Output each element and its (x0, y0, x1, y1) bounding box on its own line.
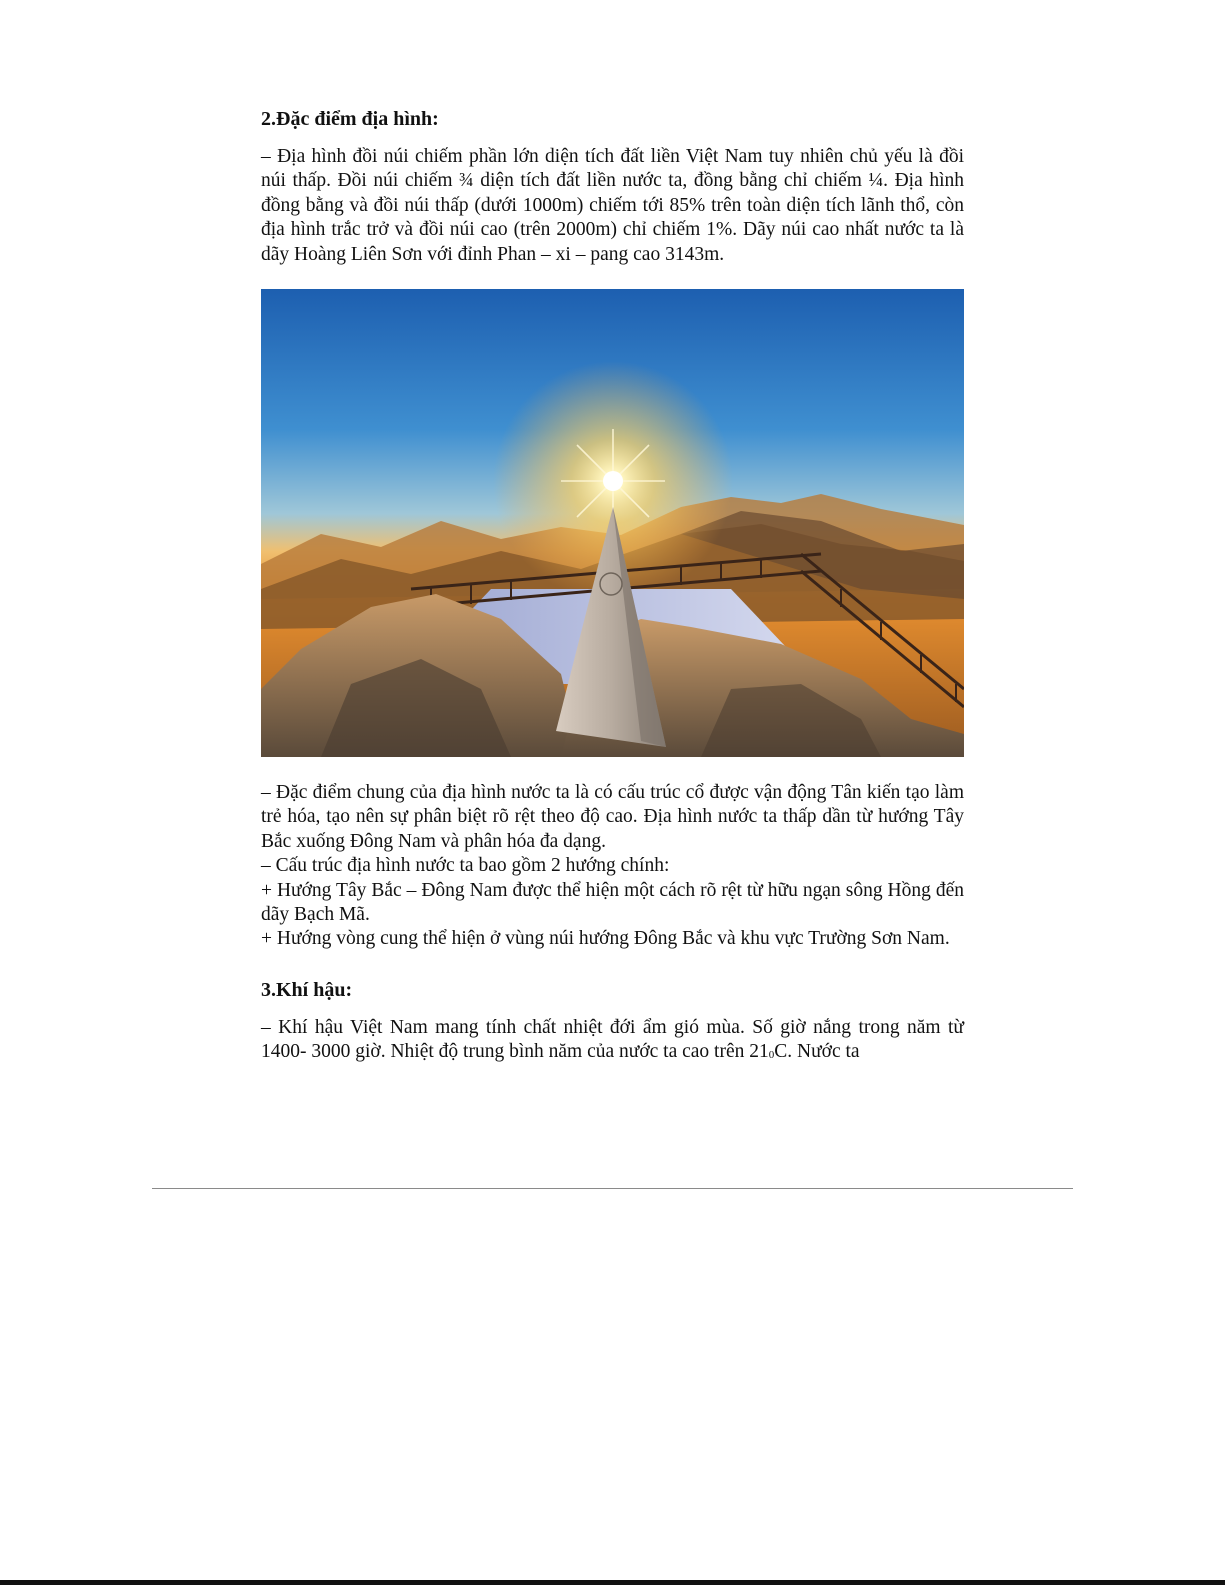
climate-paragraph-1: – Khí hậu Việt Nam mang tính chất nhiệt đới ẩm gió mùa. Số giờ nắng trong năm từ 1400- 3000 giờ. Nhiệt độ trung bình năm của nước ta cao trên $21_0C$. Nước ta (261, 1016, 964, 1063)
document-content (261, 105, 964, 1068)
section-heading-terrain: 2.Đặc điểm địa hình: (261, 108, 439, 130)
terrain-paragraph-2: – Đặc điểm chung của địa hình nước ta là có cấu trúc cổ được vận động Tân kiến tạo làm trẻ hóa, tạo nên sự phân biệt rõ rệt theo độ cao. Địa hình nước ta thấp dần từ hướng Tây Bắc xuống Đông Nam và phân hóa đa dạng. (261, 782, 964, 852)
terrain-paragraph-5: + Hướng vòng cung thể hiện ở vùng núi hướng Đông Bắc và khu vực Trường Sơn Nam. (261, 928, 950, 950)
bottom-border (0, 1580, 1225, 1585)
page-divider (152, 1188, 1073, 1189)
fansipan-summit-photo (261, 289, 964, 757)
terrain-paragraph-4: + Hướng Tây Bắc – Đông Nam được thể hiện một cách rõ rệt từ hữu ngạn sông Hồng đến dãy Bạch Mã. (261, 879, 964, 926)
terrain-paragraph-1: – Địa hình đồi núi chiếm phần lớn diện tích đất liền Việt Nam tuy nhiên chủ yếu là đồi núi thấp. Đồi núi chiếm ¾ diện tích đất liền nước ta, đồng bằng chỉ chiếm ¼. Địa hình đồng bằng và đồi núi thấp (dưới 1000m) chiếm tới 85% trên toàn diện tích lãnh thổ, còn địa hình trắc trở và đồi núi cao (trên 2000m) chỉ chiếm 1%. Dãy núi cao nhất nước ta là dãy Hoàng Liên Sơn với đỉnh Phan – xi – pang cao 3143m. (261, 146, 964, 265)
section-heading-climate: 3.Khí hậu: (261, 978, 353, 1001)
terrain-paragraph-3: – Cấu trúc địa hình nước ta bao gồm 2 hướng chính: (261, 855, 670, 877)
